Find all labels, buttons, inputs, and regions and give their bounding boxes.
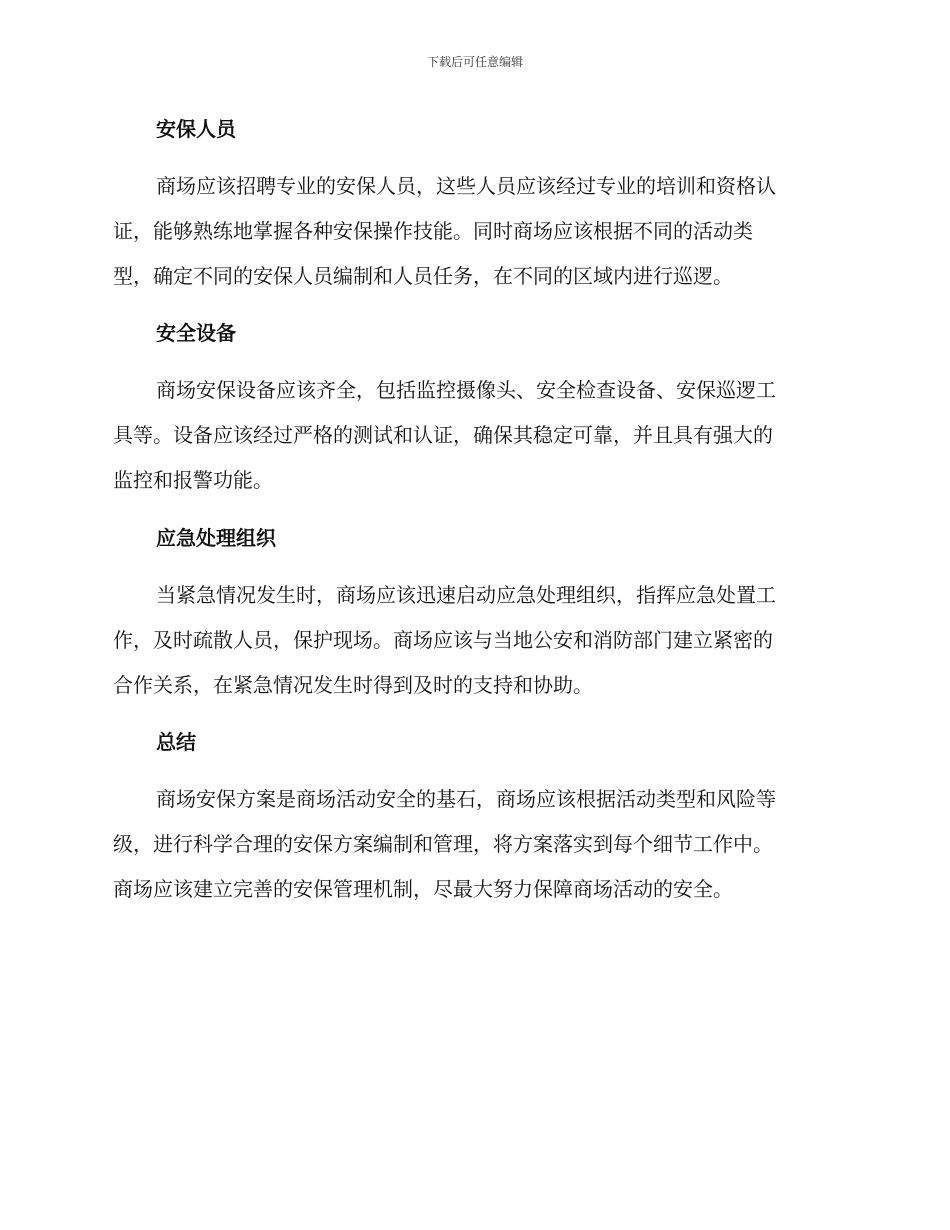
paragraph-line: 商场安保设备应该齐全，包括监控摄像头、安全检查设备、安保巡逻工: [156, 378, 776, 402]
paragraph-line: 商场应该招聘专业的安保人员，这些人员应该经过专业的培训和资格认: [156, 174, 776, 198]
paragraph-line: 监控和报警功能。: [113, 468, 273, 492]
section-heading-emergency-organization: 应急处理组织: [156, 526, 276, 550]
section-heading-security-staff: 安保人员: [156, 117, 236, 141]
section-paragraph-emergency-organization: [113, 573, 835, 708]
section-heading-summary: 总结: [156, 730, 196, 754]
section-paragraph-summary: [113, 777, 835, 912]
paragraph-line: 级，进行科学合理的安保方案编制和管理，将方案落实到每个细节工作中。: [113, 832, 773, 856]
section-paragraph-security-staff: [113, 164, 835, 299]
paragraph-line: 合作关系，在紧急情况发生时得到及时的支持和协助。: [113, 673, 593, 697]
paragraph-line: 作，及时疏散人员，保护现场。商场应该与当地公安和消防部门建立紧密的: [113, 628, 773, 652]
paragraph-line: 具等。设备应该经过严格的测试和认证，确保其稳定可靠，并且具有强大的: [113, 423, 773, 447]
paragraph-line: 商场应该建立完善的安保管理机制，尽最大努力保障商场活动的安全。: [113, 877, 733, 901]
paragraph-line: 当紧急情况发生时，商场应该迅速启动应急处理组织，指挥应急处置工: [156, 583, 776, 607]
page-header: 下载后可任意编辑: [426, 55, 523, 69]
section-paragraph-security-equipment: [113, 368, 835, 503]
paragraph-line: 证，能够熟练地掌握各种安保操作技能。同时商场应该根据不同的活动类: [113, 219, 753, 243]
section-heading-security-equipment: 安全设备: [156, 321, 236, 345]
paragraph-line: 商场安保方案是商场活动安全的基石，商场应该根据活动类型和风险等: [156, 787, 776, 811]
paragraph-line: 型，确定不同的安保人员编制和人员任务，在不同的区域内进行巡逻。: [113, 264, 733, 288]
